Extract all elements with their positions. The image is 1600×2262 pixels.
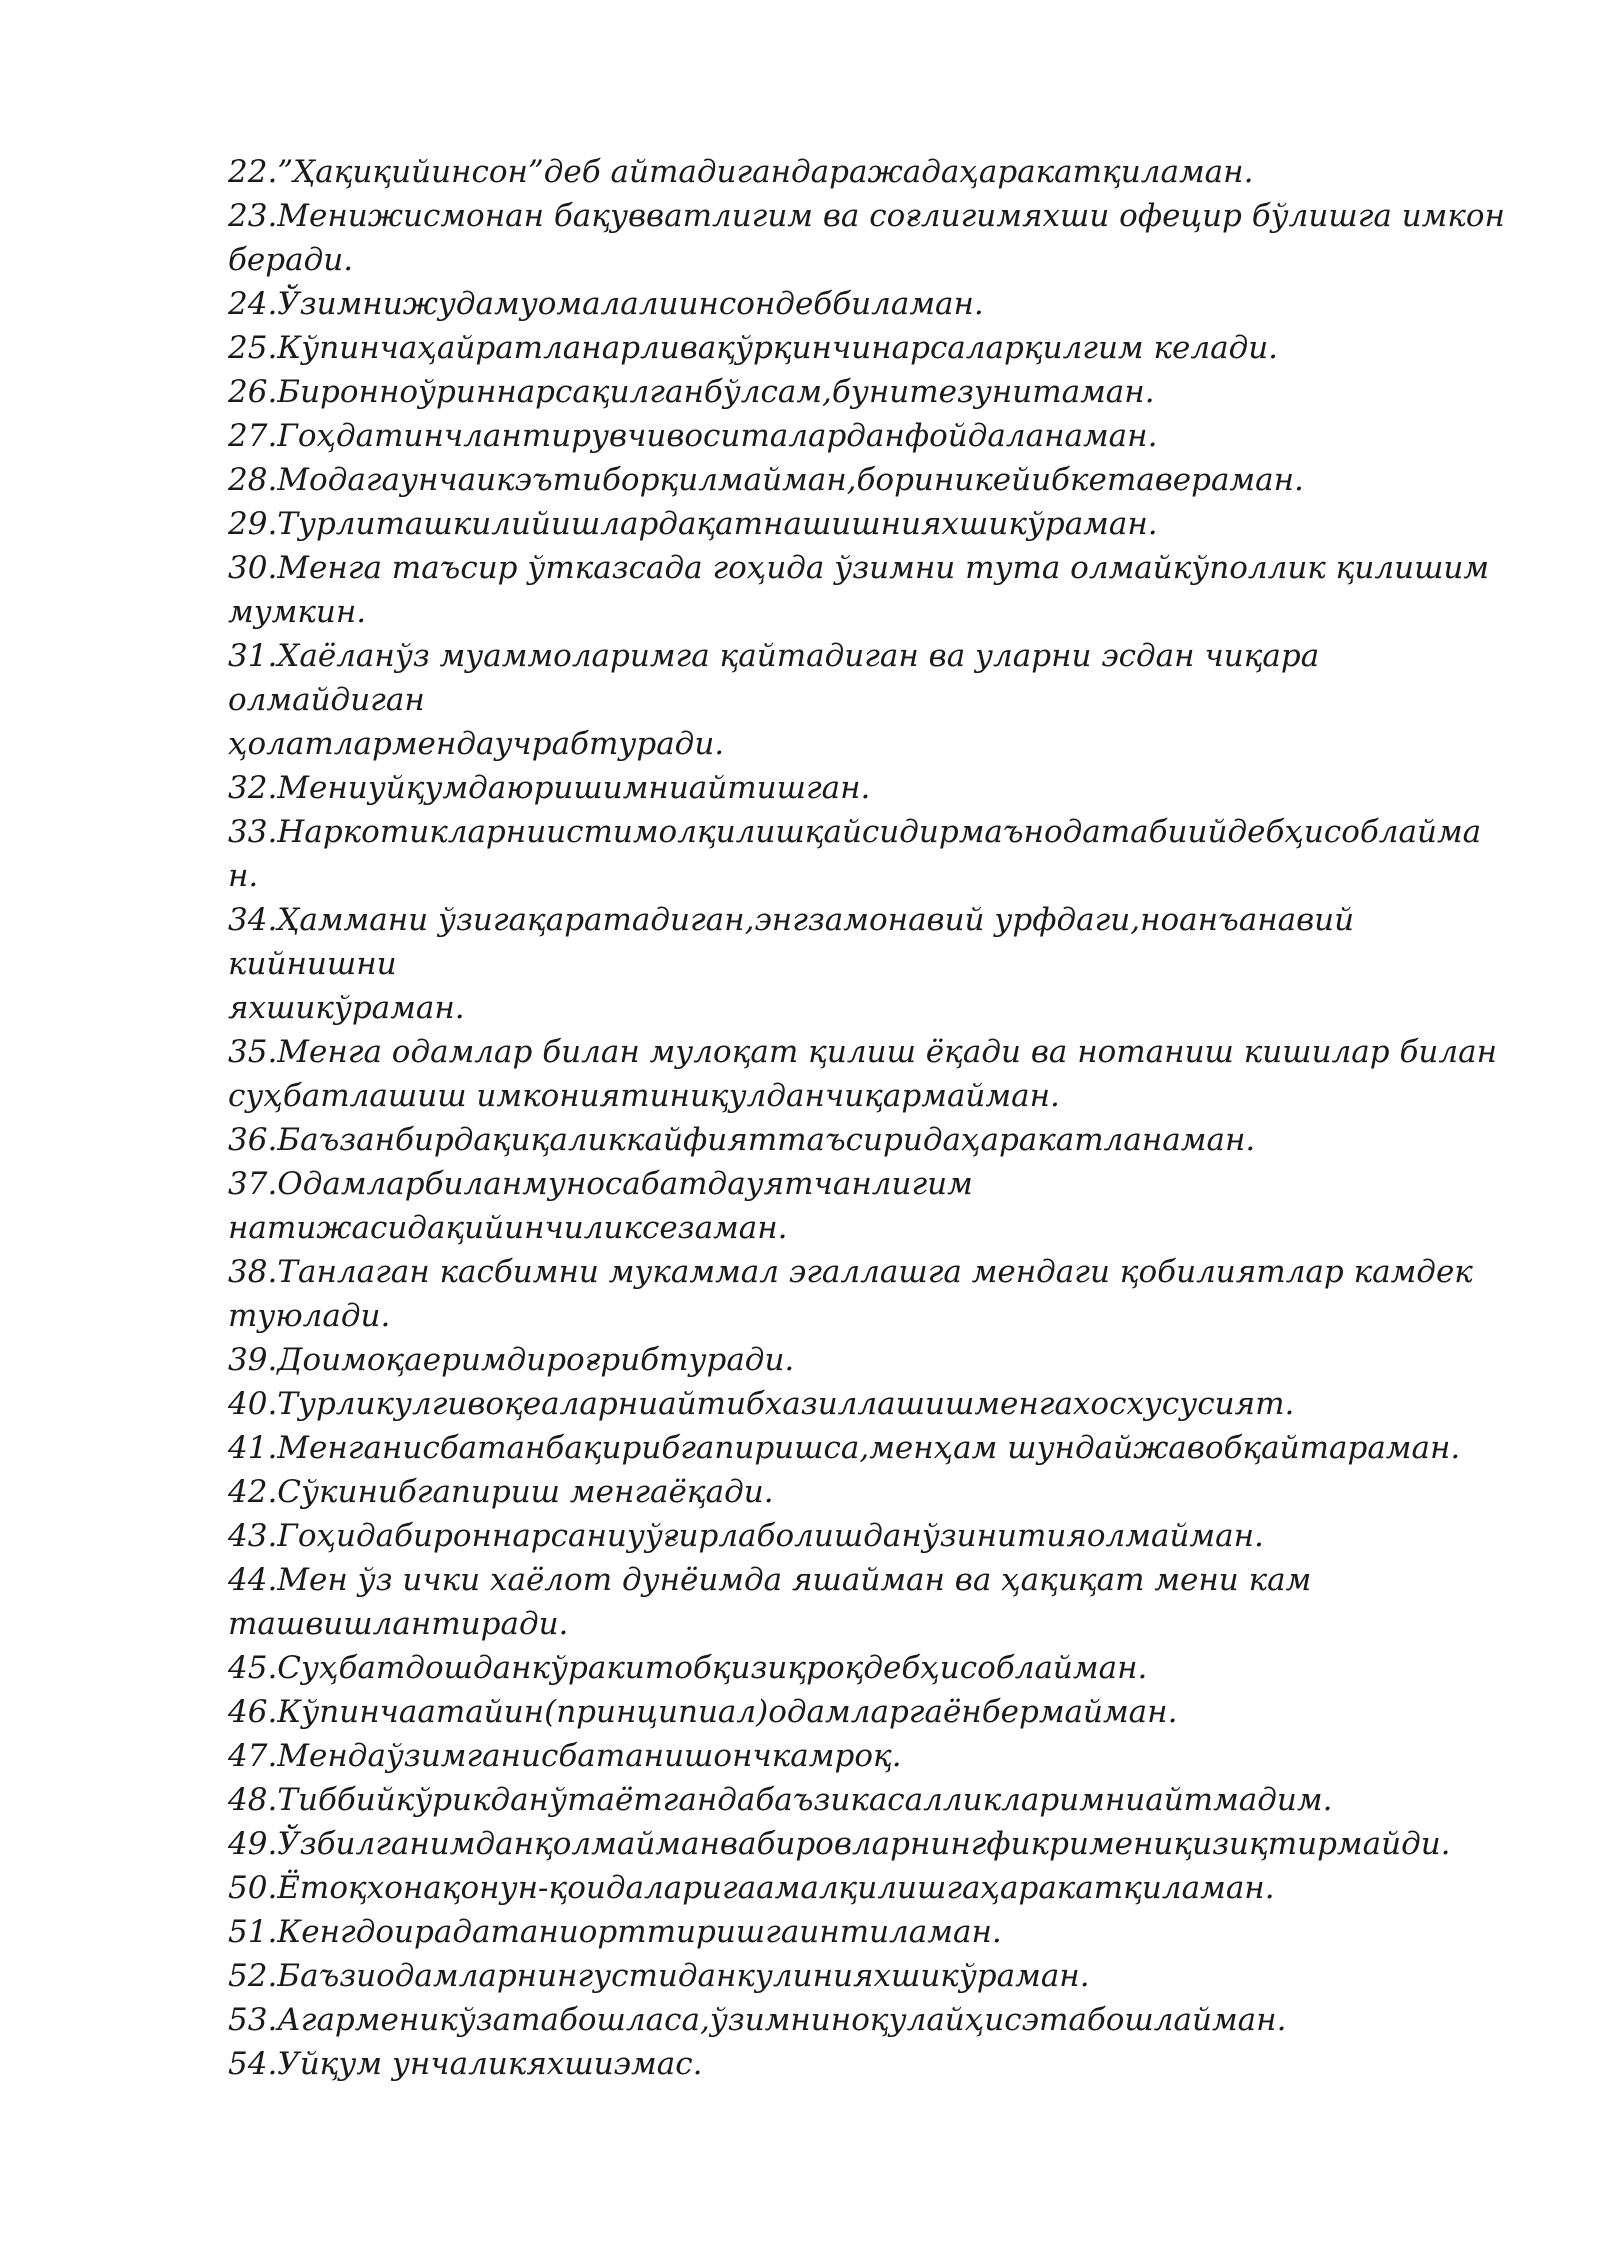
text-line: 43.Гоҳидабироннарсаниуўғирлаболишданўзинитияолмайман. [228,1518,1264,1554]
text-line: 51.Кенгдоирадатаниорттиришгаинтиламан. [228,1914,1002,1950]
text-line: 30.Менга таъсир ўтказсада гоҳида ўзимни тута олмайкўполлик қилишим [228,550,1490,586]
text-line: 36.Баъзанбирдақиқаликкайфияттаъсиридаҳаракатланаман. [228,1122,1256,1158]
text-line: туюлади. [228,1298,391,1334]
text-line: 46.Кўпинчаатайин(принципиал)одамларгаёнбермайман. [228,1694,1178,1730]
text-line: 44.Мен ўз ички хаёлот дунёимда яшайман ва ҳақиқат мени кам [228,1562,1312,1598]
text-line: 39.Доимоқаеримдироғрибтуради. [228,1342,795,1378]
text-line: 32.Мениуйқумдаюришимниайтишган. [228,770,871,806]
text-line: 25.Кўпинчаҳайратланарливақўрқинчинарсаларқилгим келади. [228,330,1279,366]
text-line: 26.Биронноўриннарсақилганбўлсам,бунитезунитаман. [228,374,1155,410]
text-line: н. [228,858,259,894]
text-line: 35.Менга одамлар билан мулоқат қилиш ёқади ва нотаниш кишилар билан [228,1034,1498,1070]
text-line: кийнишни [228,946,397,982]
text-line: 48.Тиббийкўрикданўтаётгандабаъзикасалликларимниайтмадим. [228,1782,1333,1818]
text-line: натижасидақийинчиликсезаман. [228,1210,788,1246]
text-line: 31.Хаёланўз муаммоларимга қайтадиган ва уларни эсдан чиқара [228,638,1320,674]
text-line: мумкин. [228,594,367,630]
text-line: 49.Ўзбилганимданқолмайманвабировларнингфикримениқизиқтирмайди. [228,1826,1451,1862]
text-line: 28.Модагаунчаикэътиборқилмайман,бориникейибкетавераман. [228,462,1304,498]
text-line: суҳбатлашиш имкониятиниқулданчиқармайман. [228,1078,1060,1114]
text-line: 37.Одамларбиланмуносабатдауятчанлигим [228,1166,973,1202]
text-line: 50.Ётоқхонақонун-қоидаларигаамалқилишгаҳаракатқиламан. [228,1870,1275,1906]
text-line: 47.Мендаўзимганисбатанишончкамроқ. [228,1738,902,1774]
text-line: 42.Сўкинибгапириш менгаёқади. [228,1474,774,1510]
text-line: 54.Уйқум унчаликяхшиэмас. [228,2046,703,2082]
text-line: ташвишлантиради. [228,1606,569,1642]
text-line: 34.Ҳаммани ўзигақаратадиган,энгзамонавий урфдаги,ноанъанавий [228,902,1355,938]
text-line: беради. [228,242,354,278]
text-line: 45.Суҳбатдошданкўракитобқизиқроқдебҳисоблайман. [228,1650,1148,1686]
text-line: 40.Турликулгивоқеаларниайтибхазиллашишменгахосхусусият. [228,1386,1295,1422]
text-line: 33.Наркотикларниистимолқилишқайсидирмаънодатабиийдебҳисоблайма [228,814,1482,850]
text-line: яхшикўраман. [228,990,465,1026]
document-page [228,150,1508,2086]
text-line: 29.Турлиташкилийишлардақатнашишнияхшикўраман. [228,506,1158,542]
text-line: 52.Баъзиодамларнингустиданкулинияхшикўраман. [228,1958,1090,1994]
text-line: 24.Ўзимнижудамуомалалиинсондеббиламан. [228,286,984,322]
text-line: 23.Менижисмонан бақувватлигим ва соғлигимяхши офецир бўлишга имкон [228,198,1505,234]
text-line: 41.Менганисбатанбақирибгапиришса,менҳам шундайжавобқайтараман. [228,1430,1461,1466]
text-line: 22.”Ҳақиқийинсон”деб айтадигандаражадаҳаракатқиламан. [228,154,1254,190]
text-line: 53.Агарменикўзатабошласа,ўзимниноқулайҳисэтабошлайман. [228,2002,1287,2038]
text-line: 27.Гоҳдатинчлантирувчивоситаларданфойдаланаман. [228,418,1158,454]
text-line: 38.Танлаган касбимни мукаммал эгаллашга мендаги қобилиятлар камдек [228,1254,1473,1290]
text-line: олмайдиган [228,682,425,718]
text-line: ҳолатлармендаучрабтуради. [228,726,725,762]
